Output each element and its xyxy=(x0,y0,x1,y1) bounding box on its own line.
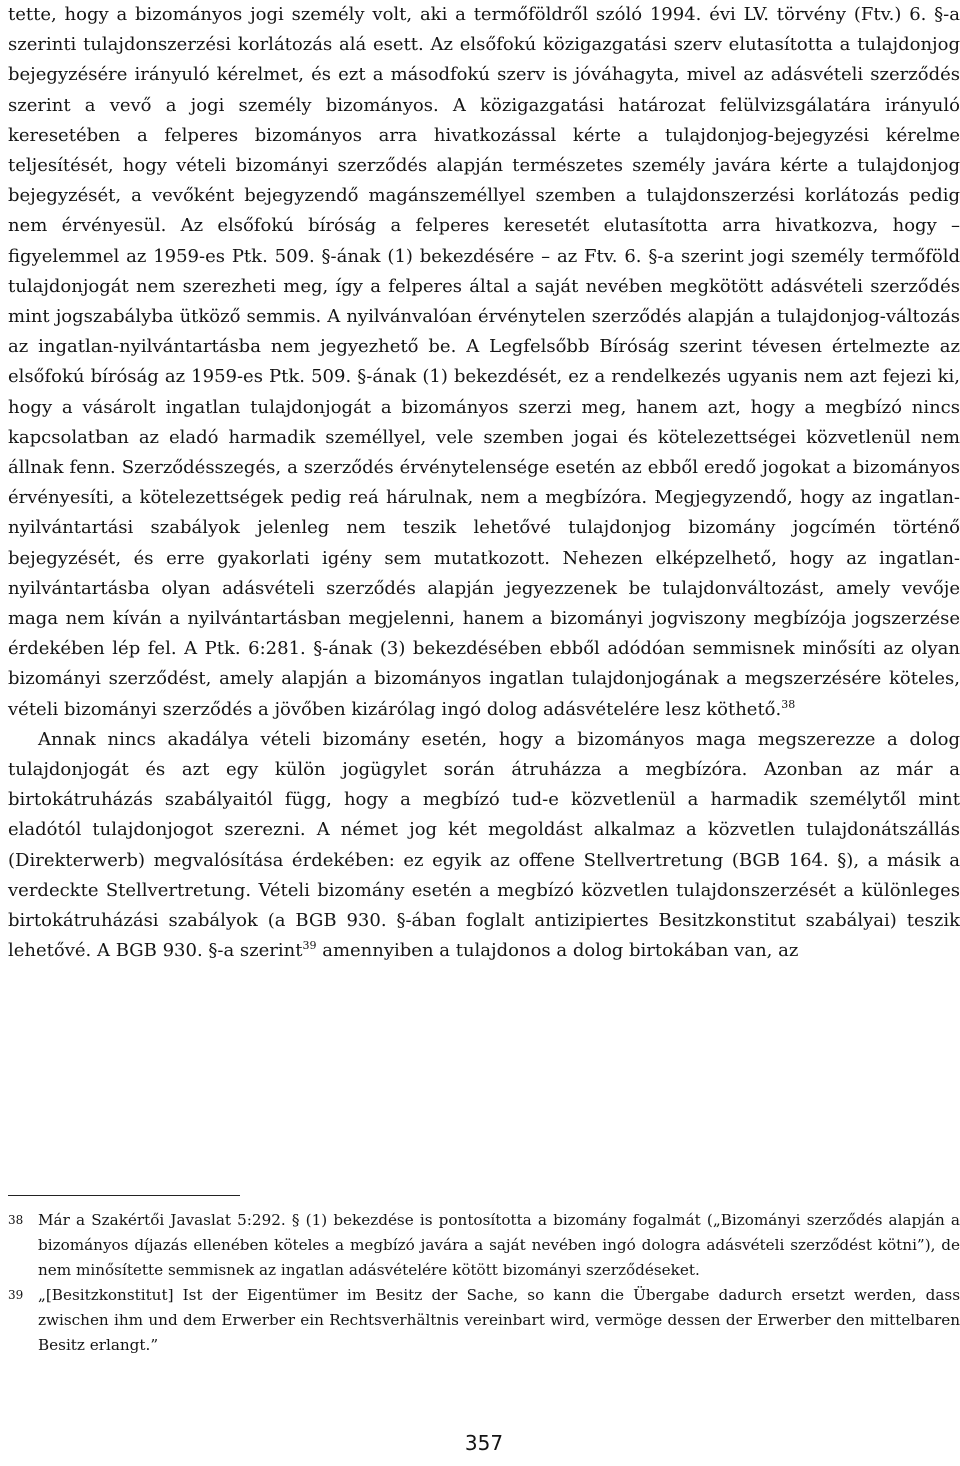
book-page xyxy=(8,0,960,1466)
footnote-ref-38: 38 xyxy=(781,697,796,711)
paragraph-2-text-b: amennyiben a tulajdonos a dolog birtokában van, az xyxy=(316,940,799,962)
footnote-39 xyxy=(8,1283,960,1358)
paragraph-1 xyxy=(8,0,960,725)
footnote-number: 38 xyxy=(8,1213,24,1227)
footnote-text: Már a Szakértői Javaslat 5:292. § (1) bekezdése is pontosította a bizomány fogalmát („Bizományi szerződés alapján a bizományos díjazás ellenében köteles a megbízó javára a saját nevében ingó dologra adásvételi szerződést kötni”), de nem minősítette semmisnek az ingatlan adásvételére kötött bizományi szerződéseket. xyxy=(38,1211,960,1279)
paragraph-2 xyxy=(8,725,960,967)
footnote-text: „[Besitzkonstitut] Ist der Eigentümer im Besitz der Sache, so kann die Übergabe dadurch ersetzt werden, dass zwischen ihm und dem Erwerber ein Rechtsverhältnis vereinbart wird, vermöge dessen der Erwerber den mittelbaren Besitz erlangt.” xyxy=(38,1286,960,1354)
paragraph-2-text-a: Annak nincs akadálya vételi bizomány esetén, hogy a bizományos maga megszerezze a dolog tulajdonjogát és azt egy külön jogügylet során átruházza a megbízóra. Azonban az már a birtokátruházás szabályaitól függ, hogy a megbízó tud-e közvetlenül a harmadik személytől mint eladótól tulajdonjogot szerezni. A német jog két megoldást alkalmaz a közvetlen tulajdonátszállás (Direkterwerb) megvalósítása érdekében: ez egyik az offene Stellvertretung (BGB 164. §), a másik a verdeckte Stellvertretung. Vételi bizomány esetén a megbízó közvetlen tulajdonszerzését a különleges birtokátruházási szabályok (a BGB 930. §-ában foglalt antizipiertes Besitzkonstitut szabályai) teszik lehetővé. A BGB 930. §-a szerint xyxy=(8,728,960,962)
footnote-number: 39 xyxy=(8,1288,24,1302)
page-number: 357 xyxy=(464,1431,504,1455)
footnote-38 xyxy=(8,1208,960,1283)
footnote-ref-39: 39 xyxy=(302,939,317,953)
footnotes xyxy=(8,1208,960,1358)
footnote-separator xyxy=(8,1195,240,1196)
paragraph-1-text: tette, hogy a bizományos jogi személy volt, aki a termőföldről szóló 1994. évi LV. törvény (Ftv.) 6. §-a szerinti tulajdonszerzési korlátozás alá esett. Az elsőfokú közigazgatási szerv elutasította a tulajdonjog bejegyzésére irányuló kérelmet, és ezt a másodfokú szerv is jóváhagyta, mivel az adásvételi szerződés szerint a vevő a jogi személy bizományos. A közigazgatási határozat felülvizsgálatára irányuló keresetében a felperes bizományos arra hivatkozással kérte a tulajdonjog-bejegyzési kérelme teljesítését, hogy vételi bizományi szerződés alapján természetes személy javára kérte a tulajdonjog bejegyzését, a vevőként bejegyzendő magánszeméllyel szemben a tulajdonszerzési korlátozás pedig nem érvényesül. Az elsőfokú bíróság a felperes keresetét elutasította arra hivatkozva, hogy – figyelemmel az 1959-es Ptk. 509. §-ának (1) bekezdésére – az Ftv. 6. §-a szerint jogi személy termőföld tulajdonjogát nem szerezheti meg, így a felperes által a saját nevében megkötött adásvételi szerződés mint jogszabályba ütköző semmis. A nyilvánvalóan érvénytelen szerződés alapján a tulajdonjog-változás az ingatlan-nyilvántartásba nem jegyezhető be. A Legfelsőbb Bíróság szerint tévesen értelmezte az elsőfokú bíróság az 1959-es Ptk. 509. §-ának (1) bekezdését, ez a rendelkezés ugyanis nem azt fejezi ki, hogy a vásárolt ingatlan tulajdonjogát a bizományos szerzi meg, hanem azt, hogy a megbízó nincs kapcsolatban az eladó harmadik személlyel, vele szemben jogai és kötelezettségei közvetlenül nem állnak fenn. Szerződésszegés, a szerződés érvénytelensége esetén az ebből eredő jogokat a bizományos érvényesíti, a kötelezettségek pedig reá hárulnak, nem a megbízóra. Megjegyzendő, hogy az ingatlan-nyilvántartási szabályok jelenleg nem teszik lehetővé tulajdonjog bizomány jogcímén történő bejegyzését, és erre gyakorlati igény sem mutatkozott. Nehezen elképzelhető, hogy az ingatlan-nyilvántartásba olyan adásvételi szerződés alapján jegyezzenek be tulajdonváltozást, amely vevője maga nem kíván a nyilvántartásban megjelenni, hanem a bizományi jogviszony megbízója jogszerzése érdekében lép fel. A Ptk. 6:281. §-ának (3) bekezdésében ebből adódóan semmisnek minősíti az olyan bizományi szerződést, amely alapján a bizományos ingatlan tulajdonjogának a megszerzésére köteles, vételi bizományi szerződés a jövőben kizárólag ingó dolog adásvételére lesz köthető. xyxy=(8,4,960,720)
main-text xyxy=(8,0,960,967)
